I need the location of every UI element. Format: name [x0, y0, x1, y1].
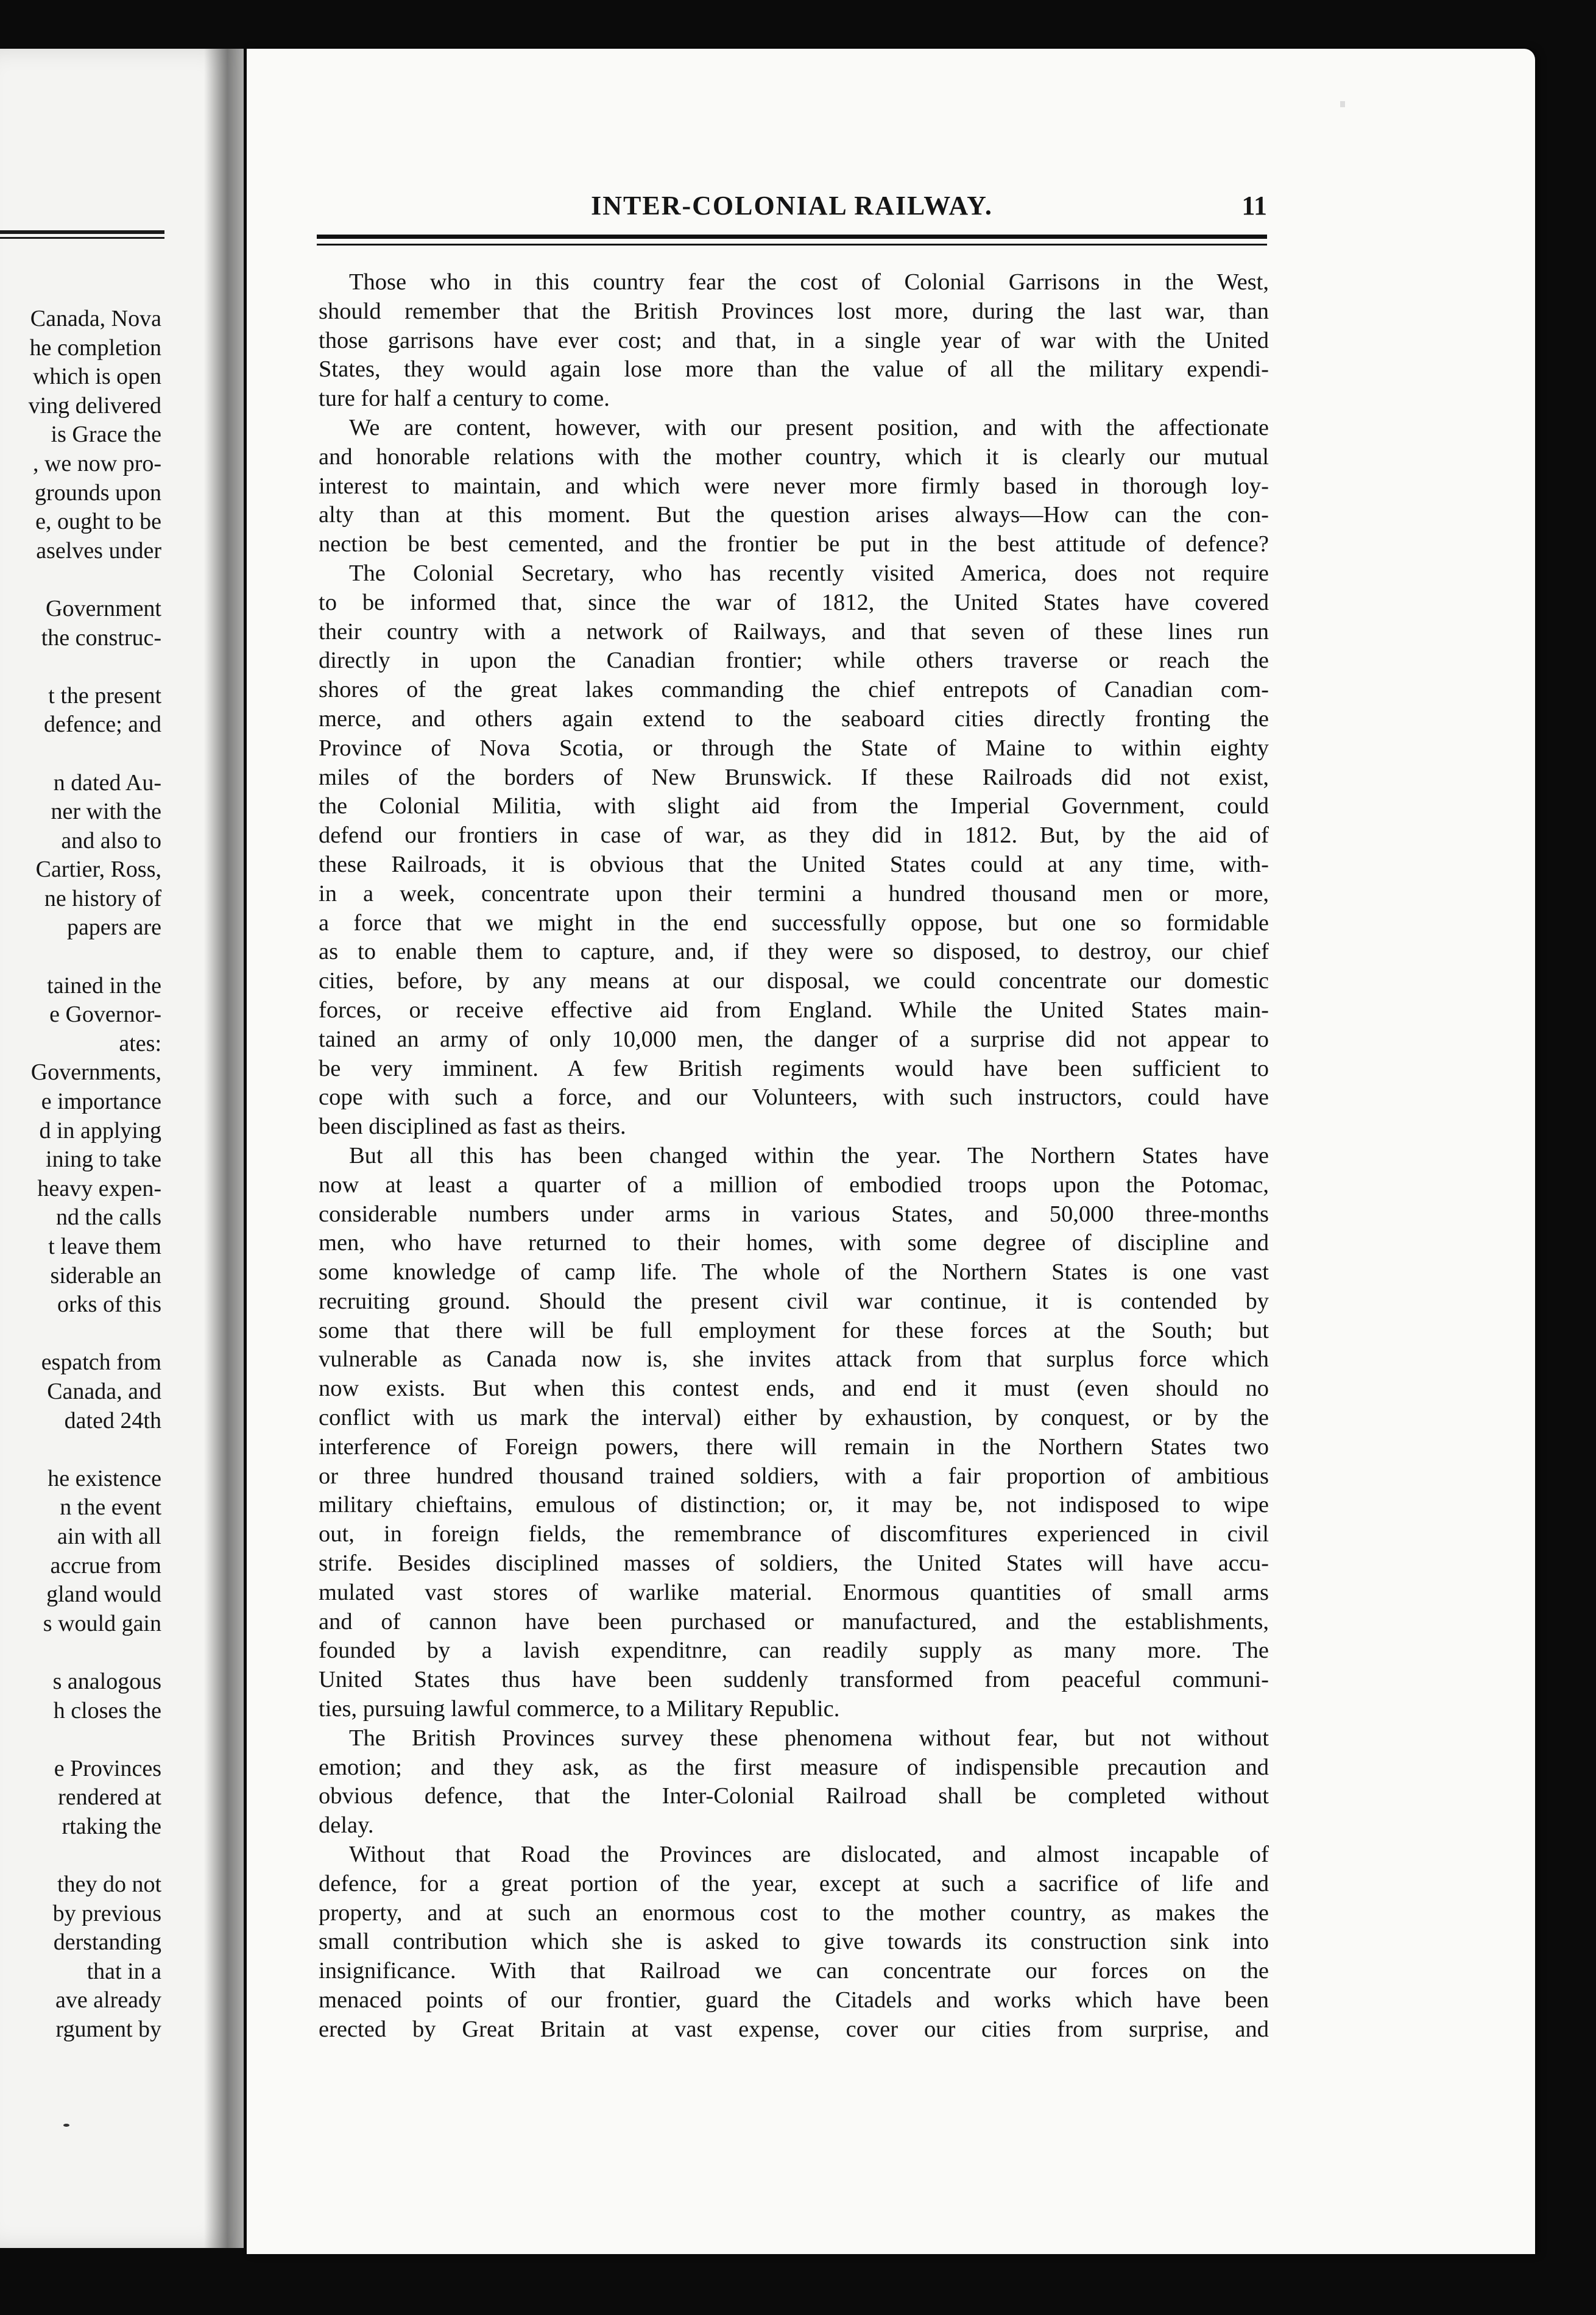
- left-page-line: grounds upon: [35, 479, 161, 506]
- body-line: some knowledge of camp life. The whole of the Northern States is one vast: [319, 1259, 1269, 1285]
- left-page-line: rendered at: [58, 1784, 161, 1811]
- left-page-gap: [0, 1638, 161, 1667]
- body-line: emotion; and they ask, as the first measure of indispensible precaution and: [319, 1754, 1269, 1780]
- left-page-line: nd the calls: [55, 1204, 161, 1231]
- left-page-line: d in applying: [39, 1117, 161, 1143]
- left-page-gap: [0, 1725, 161, 1755]
- body-line: interference of Foreign powers, there will remain in the Northern States two: [319, 1433, 1269, 1460]
- left-page-gap: [0, 942, 161, 972]
- left-page-line: e Governor-: [49, 1002, 161, 1028]
- left-page-gap: [0, 740, 161, 769]
- body-line: ture for half a century to come.: [319, 386, 610, 412]
- body-line: Without that Road the Provinces are dislocated, and almost incapable of: [349, 1842, 1269, 1868]
- body-line: delay.: [319, 1812, 374, 1839]
- left-page-line: and also to: [61, 827, 161, 854]
- body-line: But all this has been changed within the year. The Northern States have: [349, 1142, 1269, 1168]
- body-line: as to enable them to capture, and, if they were so disposed, to destroy, our chief: [319, 939, 1269, 965]
- left-page-line: n the event: [60, 1494, 161, 1521]
- body-line: The British Provinces survey these phenomena without fear, but not without: [349, 1725, 1269, 1751]
- left-page-line: ates:: [119, 1030, 161, 1056]
- body-line: insignificance. With that Railroad we can concentrate our forces on the: [319, 1958, 1269, 1984]
- left-page-line: papers are: [66, 914, 161, 941]
- body-line: menaced points of our frontier, guard the Citadels and works which have been: [319, 1987, 1269, 2013]
- left-page-line: aselves under: [36, 537, 161, 564]
- left-page-line: tained in the: [47, 972, 161, 998]
- body-line: ties, pursuing lawful commerce, to a Military Republic.: [319, 1696, 840, 1722]
- left-page-line: defence; and: [43, 712, 161, 738]
- left-page-gap: [0, 1435, 161, 1465]
- left-page-ink-speck: [63, 2124, 69, 2127]
- body-text: [319, 268, 1269, 2045]
- left-page-line: rgument by: [55, 2016, 161, 2043]
- left-page-line: ave already: [55, 1987, 161, 2013]
- left-page-line: the construc-: [41, 624, 161, 651]
- left-page-gap: [0, 1841, 161, 1870]
- page-edge-mark: [1340, 101, 1345, 107]
- left-page-line: t leave them: [48, 1234, 161, 1259]
- left-page-line: accrue from: [50, 1552, 161, 1578]
- body-line: founded by a lavish expenditnre, can readily supply as many more. The: [319, 1638, 1269, 1664]
- page-right: [247, 49, 1535, 2254]
- body-line: mulated vast stores of warlike material. Enormous quantities of small arms: [319, 1579, 1269, 1605]
- left-page-line: , we now pro-: [32, 450, 161, 476]
- left-page-line: that in a: [87, 1958, 161, 1984]
- body-line: miles of the borders of New Brunswick. If these Railroads did not exist,: [319, 764, 1269, 790]
- body-line: United States thus have been suddenly transformed from peaceful communi-: [319, 1667, 1269, 1693]
- left-page-line: Canada, Nova: [30, 306, 161, 331]
- left-page-header-rule: [0, 230, 164, 239]
- body-line: considerable numbers under arms in various States, and 50,000 three-months: [319, 1201, 1269, 1227]
- body-line: defend our frontiers in case of war, as they did in 1812. But, by the aid of: [319, 822, 1269, 849]
- body-line: out, in foreign fields, the remembrance of discomfitures experienced in civil: [319, 1521, 1269, 1547]
- left-page-line: ining to take: [46, 1147, 161, 1173]
- left-page-line: dated 24th: [64, 1407, 161, 1433]
- left-page-line: e Provinces: [54, 1755, 161, 1781]
- body-line: cope with such a force, and our Volunteers, with such instructors, could have: [319, 1084, 1269, 1111]
- body-line: forces, or receive effective aid from England. While the United States main-: [319, 997, 1269, 1023]
- body-line: strife. Besides disciplined masses of soldiers, the United States will have accu-: [319, 1550, 1269, 1577]
- left-page-line: ner with the: [51, 799, 161, 825]
- body-line: nection be best cemented, and the frontier be put in the best attitude of defence?: [319, 531, 1269, 557]
- left-page-line: e, ought to be: [35, 509, 161, 535]
- left-page-line: rtaking the: [62, 1813, 161, 1839]
- body-line: and honorable relations with the mother country, which it is clearly our mutual: [319, 444, 1269, 470]
- book-gutter-shadow: [204, 49, 247, 2248]
- body-line: a force that we might in the end successfully oppose, but one so formidable: [319, 910, 1269, 936]
- left-page-line: Governments,: [30, 1059, 161, 1086]
- header-double-rule: [317, 235, 1267, 246]
- body-line: or three hundred thousand trained soldiers, with a fair proportion of ambitious: [319, 1463, 1269, 1489]
- left-page-line: e importance: [41, 1089, 161, 1115]
- left-page-gap: [0, 1320, 161, 1349]
- body-line: Province of Nova Scotia, or through the State of Maine to within eighty: [319, 735, 1269, 761]
- left-page-line: ving delivered: [28, 392, 161, 419]
- body-line: erected by Great Britain at vast expense, cover our cities from surprise, and: [319, 2016, 1269, 2042]
- left-page-line: h closes the: [53, 1697, 161, 1723]
- body-line: States, they would again lose more than the value of all the military expendi-: [319, 356, 1269, 383]
- body-line: shores of the great lakes commanding the chief entrepots of Canadian com-: [319, 677, 1269, 703]
- left-page-line: they do not: [57, 1871, 161, 1898]
- body-line: those garrisons have ever cost; and that, in a single year of war with the United: [319, 327, 1269, 353]
- left-page-line: s analogous: [52, 1668, 161, 1694]
- left-page-line: is Grace the: [51, 422, 161, 448]
- body-line: should remember that the British Provinces lost more, during the last war, than: [319, 298, 1269, 324]
- left-page-line: orks of this: [57, 1292, 161, 1318]
- left-page-line: Canada, and: [47, 1378, 161, 1404]
- body-line: directly in upon the Canadian frontier; while others traverse or reach the: [319, 648, 1269, 674]
- left-page-text-fragments: [0, 305, 161, 2045]
- body-line: vulnerable as Canada now is, she invites attack from that surplus force which: [319, 1346, 1269, 1373]
- left-page-line: espatch from: [41, 1349, 161, 1376]
- body-line: be very imminent. A few British regiments would have been sufficient to: [319, 1055, 1269, 1081]
- left-page-line: by previous: [52, 1900, 161, 1926]
- left-page-line: Government: [46, 595, 161, 621]
- body-line: We are content, however, with our present position, and with the affectionate: [349, 414, 1269, 440]
- body-line: to be informed that, since the war of 1812, the United States have covered: [319, 589, 1269, 615]
- left-page-line: which is open: [32, 364, 161, 390]
- body-line: these Railroads, it is obvious that the United States could at any time, with-: [319, 851, 1269, 877]
- body-line: alty than at this moment. But the question arises always—How can the con-: [319, 502, 1269, 528]
- body-line: defence, for a great portion of the year, except at such a sacrifice of life and: [319, 1870, 1269, 1896]
- left-page-line: heavy expen-: [37, 1175, 161, 1201]
- body-line: men, who have returned to their homes, with some degree of discipline and: [319, 1230, 1269, 1256]
- running-head: [317, 189, 1267, 223]
- body-line: small contribution which she is asked to give towards its construction sink into: [319, 1929, 1269, 1955]
- body-line: obvious defence, that the Inter-Colonial Railroad shall be completed without: [319, 1783, 1269, 1809]
- body-line: interest to maintain, and which were never more firmly based in thorough loy-: [319, 473, 1269, 499]
- body-line: military chieftains, emulous of distinction; or, it may be, not indisposed to wipe: [319, 1492, 1269, 1518]
- left-page-gap: [0, 652, 161, 682]
- body-line: and of cannon have been purchased or manufactured, and the establishments,: [319, 1608, 1269, 1635]
- body-line: The Colonial Secretary, who has recently visited America, does not require: [349, 560, 1269, 586]
- page-number: 11: [1241, 191, 1267, 221]
- body-line: cities, before, by any means at our disposal, we could concentrate our domestic: [319, 968, 1269, 994]
- running-head-title: INTER-COLONIAL RAILWAY.: [591, 191, 993, 221]
- body-line: the Colonial Militia, with slight aid from the Imperial Government, could: [319, 793, 1269, 819]
- body-line: in a week, concentrate upon their termini a hundred thousand men or more,: [319, 880, 1269, 907]
- body-line: merce, and others again extend to the seaboard cities directly fronting the: [319, 705, 1269, 732]
- body-line: property, and at such an enormous cost to the mother country, as makes the: [319, 1900, 1269, 1926]
- body-line: Those who in this country fear the cost of Colonial Garrisons in the West,: [349, 269, 1269, 295]
- left-page-gap: [0, 565, 161, 595]
- left-page-line: derstanding: [53, 1929, 161, 1956]
- left-page-line: t the present: [48, 682, 161, 709]
- body-line: some that there will be full employment for these forces at the South; but: [319, 1317, 1269, 1343]
- left-page-line: ain with all: [57, 1523, 161, 1549]
- body-line: conflict with us mark the interval) either by exhaustion, by conquest, or by the: [319, 1405, 1269, 1431]
- left-page-line: he completion: [29, 334, 161, 361]
- body-line: been disciplined as fast as theirs.: [319, 1114, 626, 1140]
- body-line: recruiting ground. Should the present civil war continue, it is contended by: [319, 1288, 1269, 1314]
- left-page-line: ne history of: [44, 885, 161, 911]
- body-line: now exists. But when this contest ends, and end it must (even should no: [319, 1376, 1269, 1402]
- left-page-line: Cartier, Ross,: [35, 857, 161, 883]
- left-page-line: n dated Au-: [53, 769, 161, 796]
- left-page-line: s would gain: [43, 1610, 161, 1636]
- body-line: their country with a network of Railways, and that seven of these lines run: [319, 618, 1269, 645]
- left-page-line: gland would: [46, 1582, 161, 1608]
- body-line: now at least a quarter of a million of embodied troops upon the Potomac,: [319, 1172, 1269, 1198]
- left-page-line: he existence: [48, 1465, 161, 1491]
- left-page-line: siderable an: [50, 1262, 161, 1288]
- body-line: tained an army of only 10,000 men, the danger of a surprise did not appear to: [319, 1026, 1269, 1052]
